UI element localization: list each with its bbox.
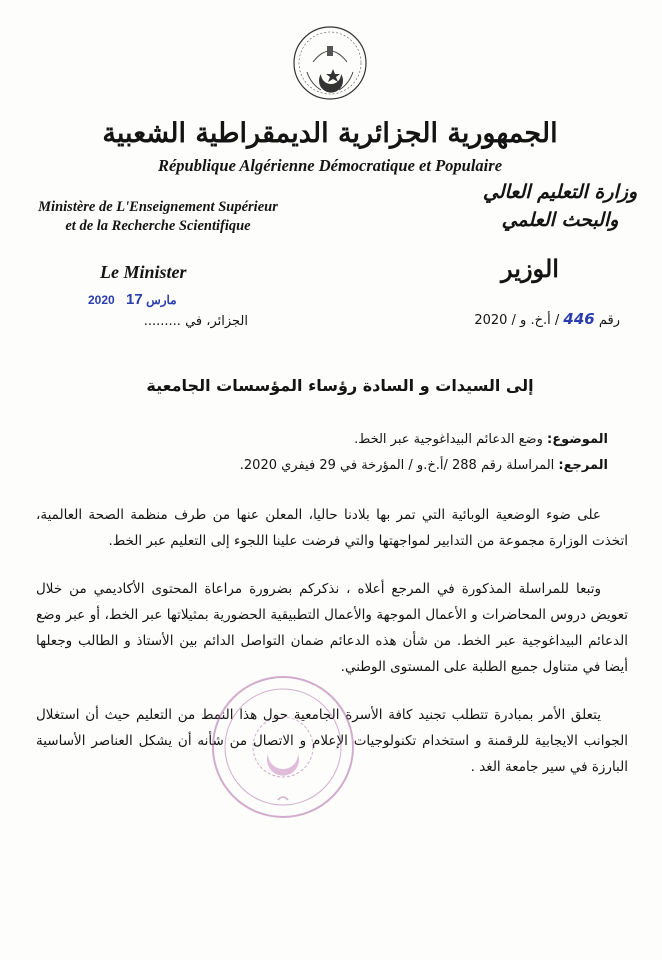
date-stamp-year: 2020 [88,293,115,307]
ref-number-handwritten: 446 [563,310,595,328]
republic-title-arabic: الجمهورية الجزائرية الديمقراطية الشعبية [102,118,558,149]
paragraph-3: يتعلق الأمر بمبادرة تتطلب تجنيد كافة الأسرة الجامعية حول هذا النمط من التعليم حيث أن استغلال الجوانب الايجابية للرقمنة و استخدام تكنولوجيات الإعلام و الاتصال من شأنه أن يشكل العناصر الأساسية البارزة في سير جامعة الغد . [36,707,628,775]
city-date-line: الجزائر، في ......... [143,314,248,329]
minister-title-arabic: الوزير [501,254,559,283]
date-stamp [88,291,177,308]
national-emblem-seal [291,22,369,104]
reference-number-line [380,310,620,328]
ministry-name-french [18,198,298,236]
date-stamp-month: مارس [146,293,177,307]
subject-label: الموضوع: [547,432,608,447]
ministry-french-line1: Ministère de L'Enseignement Supérieur [38,199,278,215]
ministry-arabic-line2: والبحث العلمي [501,209,619,231]
ministry-arabic-line1: وزارة التعليم العالي [482,181,638,203]
reference-label: المرجع: [558,458,608,473]
ministry-name-arabic [470,178,650,234]
recipients-heading: إلى السيدات و السادة رؤساء المؤسسات الجامعية [146,376,534,395]
ref-prefix: رقم [598,313,620,328]
subject-text: وضع الدعائم البيداغوجية عبر الخط. [354,432,543,447]
reference-text: المراسلة رقم 288 /أ.خ.و / المؤرخة في 29 فيفري 2020. [239,458,555,473]
paragraph-2: وتبعا للمراسلة المذكورة في المرجع أعلاه ، نذكركم بضرورة مراعاة المحتوى الأكاديمي من خلال تعويض دروس المحاضرات و الأعمال الموجهة والأعمال التطبيقية الحضورية بمثيلاتها عبر الخط، أو عبر وضع الدعائم البيداغوجية عبر الخط. من شأن هذه الدعائم ضمان التواصل الدائم بين الأستاذ و الطالب وجعلها أيضا في متناول جميع الطلبة على المستوى الوطني. [36,581,628,675]
ministry-french-line2: et de la Recherche Scientifique [65,218,251,234]
reference-line [40,458,608,473]
republic-title-french: République Algérienne Démocratique et Populaire [157,156,503,175]
city-label: الجزائر، في [185,314,248,329]
official-stamp [208,672,358,822]
paragraph-1: على ضوء الوضعية الوبائية التي تمر بها بلادنا حاليا، المعلن عنها من طرف منظمة الصحة العالمية، اتخذت الوزارة مجموعة من التدابير لمواجهتها والتي فرضت علينا اللجوء إلى التعليم عبر الخط. [36,507,628,549]
subject-line [40,432,608,447]
date-stamp-day: 17 [126,291,143,308]
minister-title-french: Le Minister [100,262,187,282]
ref-suffix: / أ.خ. و / 2020 [474,313,560,328]
